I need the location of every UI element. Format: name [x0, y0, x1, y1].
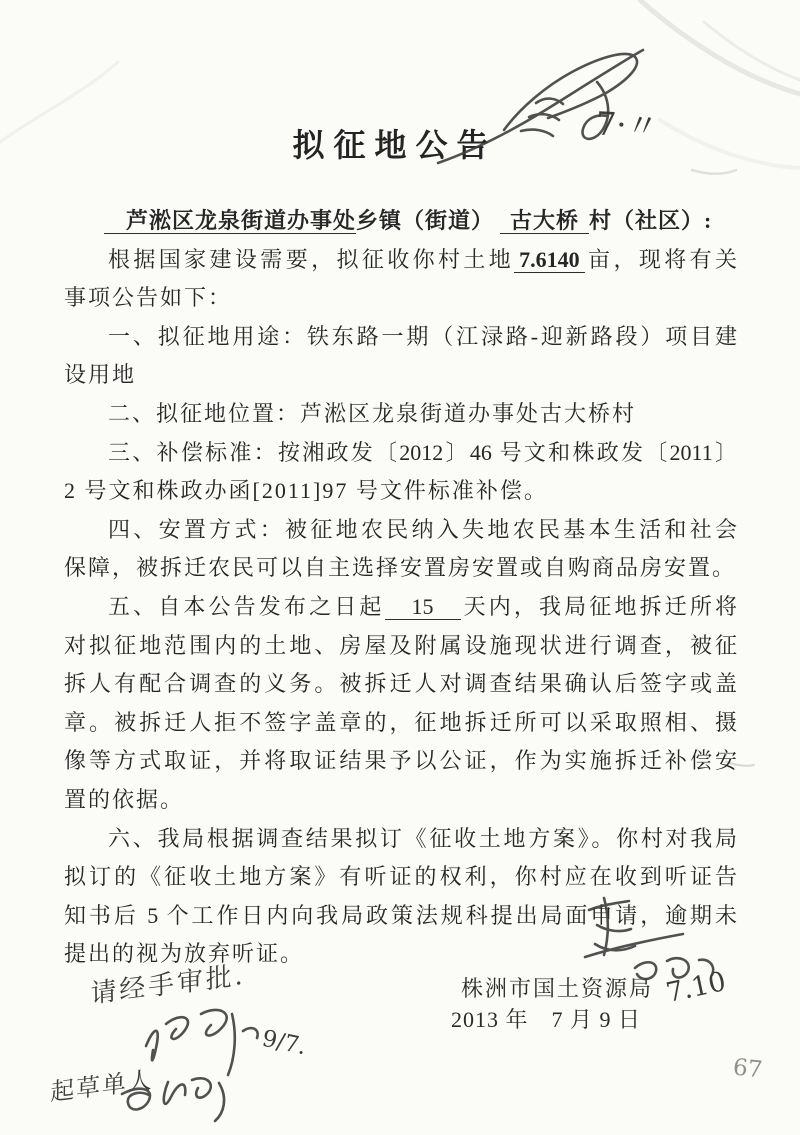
issue-date: 2013 年 7 月 9 日 — [451, 1007, 642, 1032]
item4-line-2: 保障，被拆迁农民可以自主选择安置房安置或自购商品房安置。 — [64, 555, 737, 581]
item2-line: 二、拟征地位置：芦淞区龙泉街道办事处古大桥村 — [108, 400, 637, 426]
item5-line-1: 五、自本公告发布之日起 15 天内，我局征地拆迁所将 — [108, 593, 737, 619]
handwritten-review-note: 7.10 — [663, 966, 729, 1009]
item5-line-6: 置的依据。 — [64, 786, 185, 812]
item1-line-1: 一、拟征地用途：铁东路一期（江渌路-迎新路段）项目建 — [108, 323, 737, 349]
item5-line-3: 拆人有配合调查的义务。被拆迁人对调查结果确认后签字或盖 — [64, 671, 737, 697]
item5-line-2: 对拟征地范围内的土地、房屋及附属设施现状进行调查，被征 — [64, 632, 737, 658]
item4-line-1: 四、安置方式：被征地农民纳入失地农民基本生活和社会 — [108, 516, 737, 542]
addressee-org: 芦淞区龙泉街道办事处 — [104, 208, 356, 234]
addressee-org-label: 乡镇（街道） — [356, 208, 495, 233]
land-area-value: 7.6140 — [514, 247, 585, 273]
handwritten-approval-date: 9/7. — [259, 1025, 309, 1061]
item6-line-4: 提出的视为放弃听证。 — [64, 941, 305, 967]
issuing-authority: 株洲市国土资源局 — [461, 976, 654, 1001]
handwritten-drafter-label: 起草单人 — [50, 1065, 154, 1107]
item5-line-4: 章。被拆迁人拒不签字盖章的，征地拆迁所可以采取照相、摄 — [64, 709, 737, 735]
intro-line-1: 根据国家建设需要，拟征收你村土地 7.6140 亩，现将有关 — [108, 246, 737, 272]
item6-line-3: 知书后 5 个工作日内向我局政策法规科提出局面申请，逾期未 — [64, 902, 737, 928]
item5-line-5: 像等方式取证，并将取证结果予以公证，作为实施拆迁补偿安 — [64, 748, 737, 774]
item1-line-2: 设用地 — [64, 362, 137, 388]
signature-scribble-approver — [146, 1010, 258, 1075]
addressee-village-label: 村（社区）: — [589, 208, 713, 233]
item6-line-2: 拟订的《征收土地方案》有听证的权利，你村应在收到听证告 — [64, 864, 737, 890]
salutation-line — [64, 202, 737, 241]
handwritten-title-note: 7·〃 — [594, 104, 660, 146]
addressee-village: 古大桥 — [500, 208, 589, 234]
page-title: 拟征地公告 — [292, 127, 498, 163]
item6-line-1: 六、我局根据调查结果拟订《征收土地方案》。你村对我局 — [108, 825, 737, 851]
item3-line-2: 2 号文和株政办函[2011]97 号文件标准补偿。 — [64, 478, 548, 504]
notice-days-value: 15 — [385, 594, 461, 620]
item3-line-1: 三、补偿标准：按湘政发〔2012〕46 号文和株政发〔2011〕 — [108, 439, 737, 465]
pencil-page-number: 67 — [731, 1054, 764, 1084]
intro-line-2: 事项公告如下： — [64, 285, 233, 311]
handwritten-approval-note: 请经手审批. — [90, 960, 246, 1010]
document-body — [64, 202, 737, 974]
